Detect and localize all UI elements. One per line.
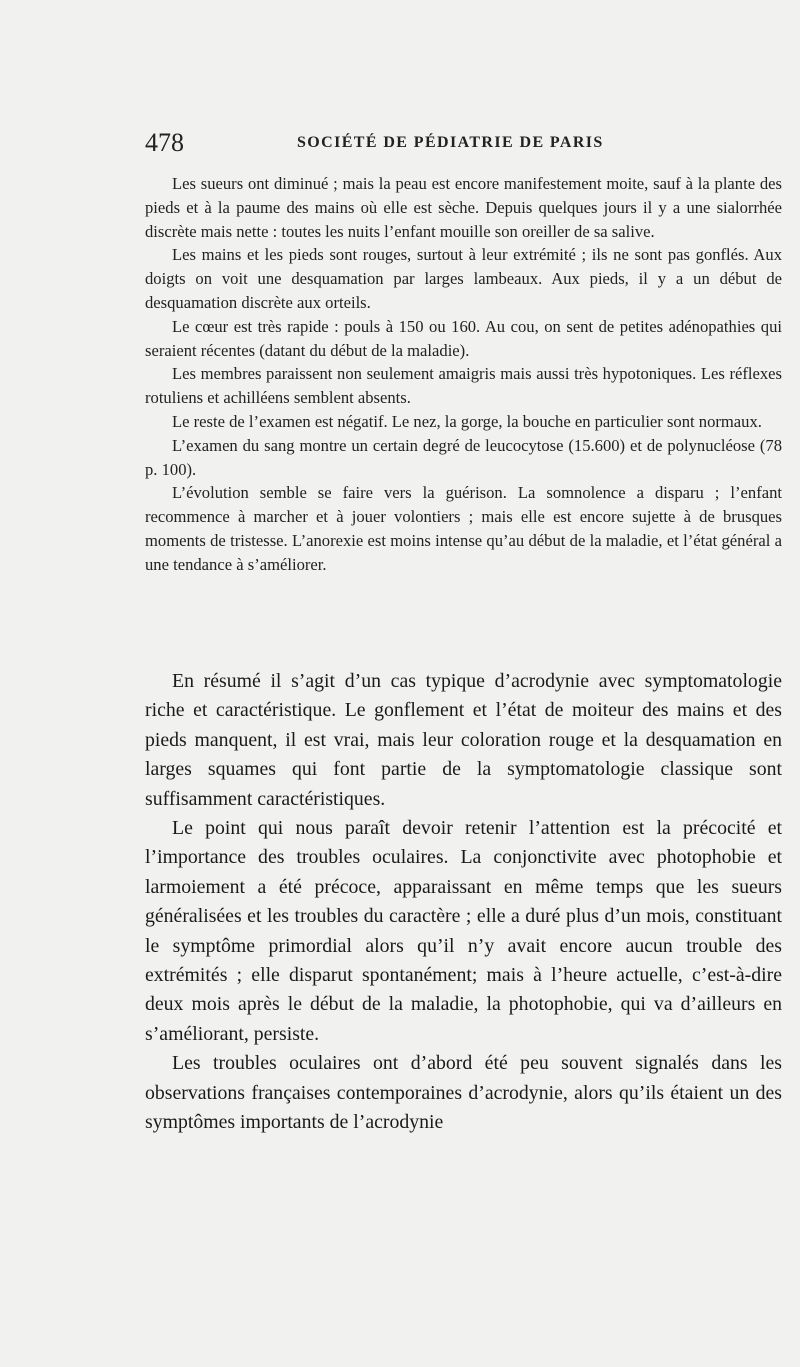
paragraph: Les sueurs ont diminué ; mais la peau est encore manifestement moite, sauf à la plante des pieds et à la paume des mains où elle est sèche. Depuis quelques jours il y a une sialorrhée discrète mais nette : toutes les nuits l’enfant mouille son oreiller de sa salive. [145, 174, 782, 241]
paragraph: En résumé il s’agit d’un cas typique d’acrodynie avec symptomatologie riche et caractéristique. Le gonflement et l’état de moiteur des mains et des pieds manquent, il est vrai, mais leur coloration rouge et la desquamation en larges squames qui font partie de la symptomatologie classique sont suffisamment caractéristiques. [145, 670, 782, 810]
case-observation-text [145, 172, 782, 577]
page-number: 478 [145, 128, 184, 157]
paragraph: L’évolution semble se faire vers la guérison. La somnolence a disparu ; l’enfant recommence à marcher et à jouer volontiers ; mais elle est encore sujette à de brusques moments de tristesse. L’anorexie est moins intense qu’au début de la maladie, et l’état général a une tendance à s’améliorer. [145, 483, 782, 574]
running-title: SOCIÉTÉ DE PÉDIATRIE DE PARIS [297, 134, 604, 151]
paragraph: Le reste de l’examen est négatif. Le nez, la gorge, la bouche en particulier sont normaux. [172, 411, 762, 431]
page-header [145, 128, 785, 158]
paragraph: Le point qui nous paraît devoir retenir l’attention est la précocité et l’importance des troubles oculaires. La conjonctivite avec photophobie et larmoiement a été précoce, apparaissant en même temps que les sueurs généralisées et les troubles du caractère ; elle a duré plus d’un mois, constituant le symptôme primordial alors qu’il n’y avait encore aucun trouble des extrémités ; elle disparut spontanément; mais à l’heure actuelle, c’est-à-dire deux mois après le début de la maladie, la photophobie, qui va d’ailleurs en s’améliorant, persiste. [145, 817, 782, 1045]
paragraph: Les mains et les pieds sont rouges, surtout à leur extrémité ; ils ne sont pas gonflés. Aux doigts on voit une desquamation par larges lambeaux. Aux pieds, il y a un début de desquamation discrète aux orteils. [145, 245, 782, 312]
discussion-text [145, 667, 782, 1138]
paragraph: Le cœur est très rapide : pouls à 150 ou 160. Au cou, on sent de petites adénopathies qui seraient récentes (datant du début de la maladie). [145, 316, 782, 360]
paragraph: L’examen du sang montre un certain degré de leucocytose (15.600) et de polynucléose (78 p. 100). [145, 435, 782, 479]
paragraph: Les troubles oculaires ont d’abord été peu souvent signalés dans les observations françaises contemporaines d’acrodynie, alors qu’ils étaient un des symptômes importants de l’acrodynie [145, 1052, 782, 1134]
paragraph: Les membres paraissent non seulement amaigris mais aussi très hypotoniques. Les réflexes rotuliens et achilléens semblent absents. [145, 364, 782, 408]
